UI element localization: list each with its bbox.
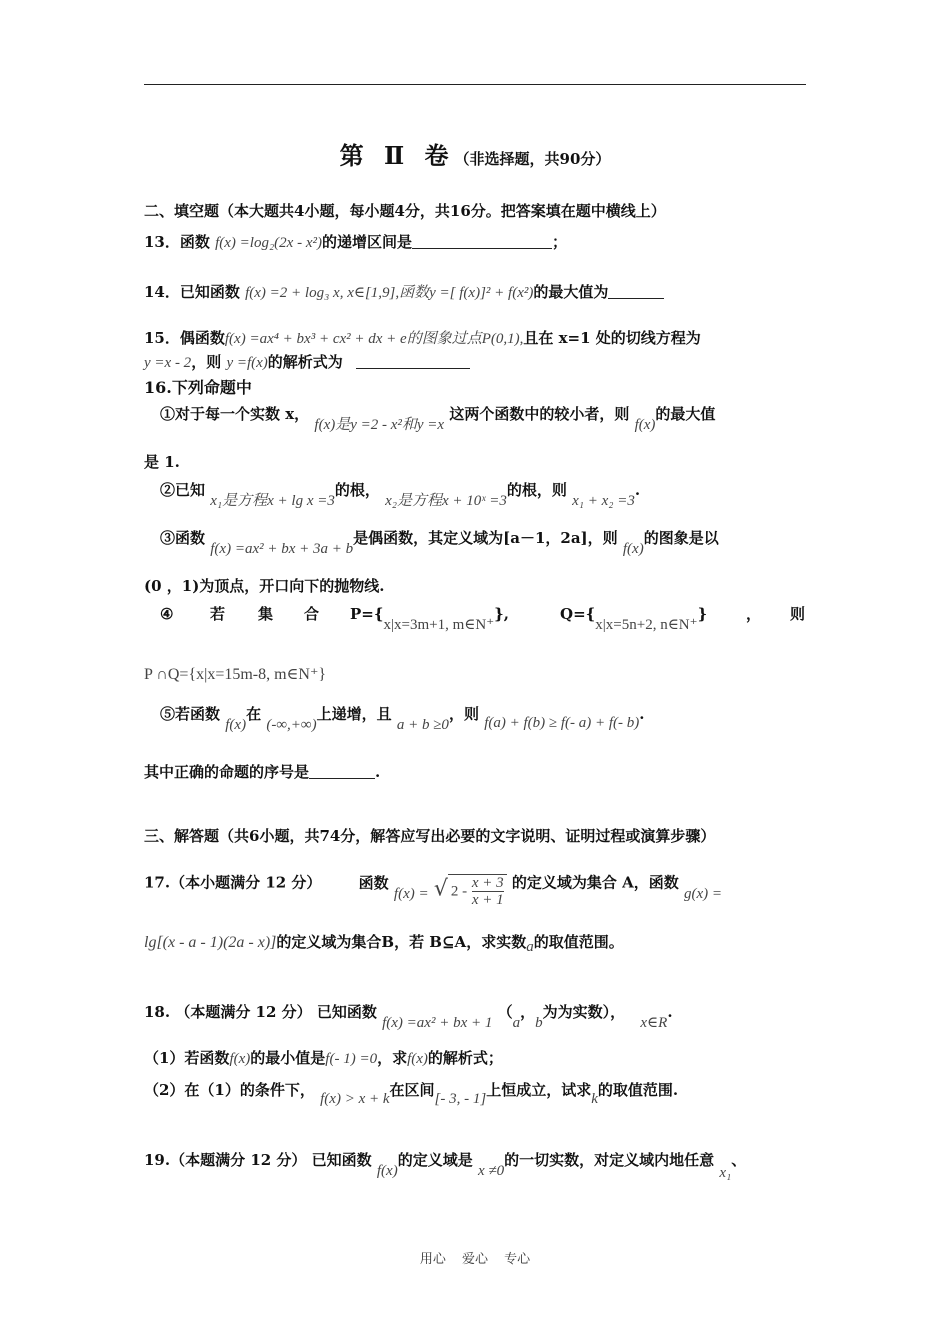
question-15-line1: 15．偶函数f(x) =ax⁴ + bx³ + cx² + dx + e的图象过点P(0,1),且在 x=1 处的切线方程为: [144, 329, 701, 347]
question-19: 19.（本题满分 12 分） 已知函数 f(x)的定义域是 x ≠0的一切实数，对定义域内地任意 x₁、: [144, 1151, 747, 1181]
q16-prop-1: ①对于每一个实数 x， f(x)是y =2 - x²和y =x 这两个函数中的较小者，则 f(x)的最大值: [160, 405, 716, 433]
q13-answer-blank[interactable]: [412, 234, 552, 249]
q16-prop-3-cont: (0 ，1)为顶点，开口向下的抛物线.: [144, 577, 385, 595]
section-title: [0, 136, 950, 171]
question-17-line1: 17.（本小题满分 12 分） 函数 f(x) = √ 2 - $\frac{x + 3}{x + 1}$ 的定义域为集合 A，函数 g(x) =: [144, 873, 723, 908]
q16-prop-5: ⑤若函数 f(x)在 (-∞,+∞)上递增，且 a + b ≥0，则 f(a) + f(b) ≥ f(- a) + f(- b).: [160, 705, 645, 733]
q14-formula: f(x) =2 + log₃ x, x∈[1,9],函数y =[ f(x)]² + f(x²): [245, 285, 534, 301]
q17-sqrt-expression: √ 2 - $\frac{x + 3}{x + 1}$: [434, 874, 507, 908]
q16-prop-2: ②已知 x₁是方程x + lg x =3的根， x₂是方程x + 10ˣ =3的根，则 x₁ + x₂ =3.: [160, 481, 641, 509]
title-note: （非选择题，共90分）: [454, 150, 611, 168]
header-rule: [144, 84, 806, 85]
section3-heading: 三、解答题（共6小题，共74分，解答应写出必要的文字说明、证明过程或演算步骤）: [144, 827, 716, 845]
question-14: 14．已知函数 f(x) =2 + log₃ x, x∈[1,9],函数y =[ f(x)]² + f(x²)的最大值为: [144, 282, 664, 303]
q16-prop-4-cont: P ∩Q={x|x=15m-8, m∈N⁺}: [144, 666, 327, 683]
q14-answer-blank[interactable]: [608, 284, 664, 299]
q16-answer: 其中正确的命题的序号是 .: [144, 763, 381, 781]
section2-heading: 二、填空题（本大题共4小题，每小题4分，共16分。把答案填在题中横线上）: [144, 202, 666, 220]
q15-formula: f(x) =ax⁴ + bx³ + cx² + dx + e的图象过点P(0,1),: [224, 331, 524, 347]
q16-prop-1-cont: 是 1.: [144, 453, 180, 471]
question-18-part1: （1）若函数f(x)的最小值是f(- 1) =0，求f(x)的解析式；: [144, 1049, 503, 1067]
question-18-part2: （2）在（1）的条件下， f(x) > x + k在区间[- 3, - 1]上恒成立，试求k的取值范围.: [144, 1081, 679, 1107]
q15-answer-blank[interactable]: [356, 354, 470, 369]
q16-answer-blank[interactable]: [309, 764, 375, 779]
q16-prop-3: ③函数 f(x) =ax² + bx + 3a + b是偶函数，其定义域为[a－1，2a]，则 f(x)的图象是以: [160, 529, 719, 557]
question-18: 18. （本题满分 12 分） 已知函数 f(x) =ax² + bx + 1 （a，b为为实数）， x∈R.: [144, 1003, 673, 1031]
question-13: 13．函数 f(x) =log₂(2x - x²)的递增区间是 ；: [144, 233, 568, 251]
title-main: 第 Ⅱ 卷: [339, 141, 455, 170]
question-15-line2: y =x - 2，则 y =f(x)的解析式为: [144, 352, 470, 373]
question-16-heading: 16.下列命题中: [144, 378, 252, 397]
page-footer: 用心 爱心 专心: [419, 1252, 531, 1267]
q13-formula: f(x) =log₂(2x - x²): [215, 235, 322, 251]
question-17-line2: lg[(x - a - 1)(2a - x)]的定义域为集合B，若 B⊆A，求实数a的取值范围。: [144, 933, 624, 955]
